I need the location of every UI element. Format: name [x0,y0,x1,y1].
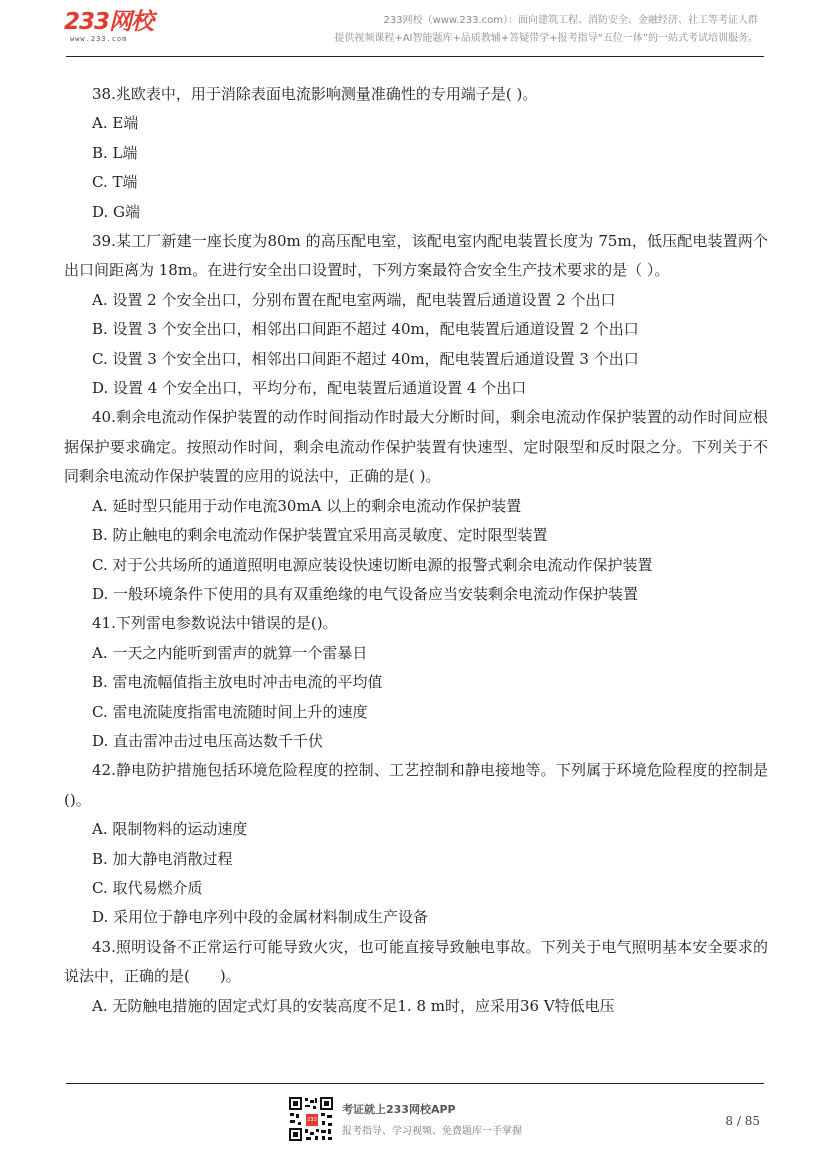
question-41-option-a: A. 一天之内能听到雷声的就算一个雷暴日 [92,643,368,662]
qr-badge: 233 [305,1113,319,1127]
question-38-option-b: B. L端 [92,143,138,162]
logo-url: www.233.com [70,35,128,43]
question-43-option-a: A. 无防触电措施的固定式灯具的安装高度不足1. 8 m时，应采用36 V特低电压 [92,996,615,1015]
question-41-stem: 41.下列雷电参数说法中错误的是()。 [92,614,338,633]
question-40-option-a: A. 延时型只能用于动作电流30mA 以上的剩余电流动作保护装置 [92,496,522,515]
question-list [64,80,768,1021]
question-38-option-c: C. T端 [92,173,138,192]
question-43-stem: 43.照明设备不正常运行可能导致火灾，也可能直接导致触电事故。下列关于电气照明基本安全要求的说法中，正确的是( )。 [64,937,768,986]
footer-app-title[interactable]: 考证就上233网校APP [342,1103,456,1116]
question-41-option-c: C. 雷电流陡度指雷电流随时间上升的速度 [92,702,368,721]
header-line-2: 提供视频课程+AI智能题库+品质教辅+答疑带学+报考指导“五位一体”的一站式考试培训服务。 [334,33,758,44]
qr-code-icon[interactable] [288,1096,334,1142]
question-42-stem: 42.静电防护措施包括环境危险程度的控制、工艺控制和静电接地等。下列属于环境危险程度的控制是()。 [64,761,768,809]
page-number: 8 / 85 [725,1114,760,1128]
question-38-stem: 38.兆欧表中，用于消除表面电流影响测量准确性的专用端子是( )。 [92,85,538,103]
footer-divider [66,1083,764,1084]
question-39-stem: 39.某工厂新建一座长度为80m 的高压配电室，该配电室内配电装置长度为 75m，低压配电装置两个出口间距离为 18m。在进行安全出口设置时，下列方案最符合安全生产技术要求的是（ ）。 [64,232,768,280]
header-tagline [238,12,758,48]
question-42-option-c: C. 取代易燃介质 [92,878,203,897]
question-39-option-a: A. 设置 2 个安全出口，分别布置在配电室两端，配电装置后通道设置 2 个出口 [92,290,616,309]
question-39-option-b: B. 设置 3 个安全出口，相邻出口间距不超过 40m，配电装置后通道设置 2 个出口 [92,320,639,339]
question-40-option-b: B. 防止触电的剩余电流动作保护装置宜采用高灵敏度、定时限型装置 [92,526,548,545]
footer-app-subtitle: 报考指导、学习视频、免费题库一手掌握 [342,1126,522,1137]
brand-logo[interactable] [64,9,164,45]
question-38-option-a: A. E端 [92,114,139,133]
question-39-option-c: C. 设置 3 个安全出口，相邻出口间距不超过 40m，配电装置后通道设置 3 个出口 [92,349,639,368]
question-40-option-d: D. 一般环境条件下使用的具有双重绝缘的电气设备应当安装剩余电流动作保护装置 [92,584,639,603]
question-41-option-b: B. 雷电流幅值指主放电时冲击电流的平均值 [92,673,383,692]
question-38-option-d: D. G端 [92,202,141,221]
header-line-1: 233网校（www.233.com）：面向建筑工程、消防安全、金融经济、社工等考证人群 [383,15,758,26]
logo-text: 233网校 [64,9,154,35]
question-42-option-a: A. 限制物料的运动速度 [92,820,248,839]
page-header [0,0,830,62]
question-42-option-d: D. 采用位于静电序列中段的金属材料制成生产设备 [92,908,429,927]
question-40-stem: 40.剩余电流动作保护装置的动作时间指动作时最大分断时间，剩余电流动作保护装置的动作时间应根据保护要求确定。按照动作时间，剩余电流动作保护装置有快速型、定时限型和反时限之分。下列关于不同剩余电流动作保护装置的应用的说法中，正确的是( )。 [64,408,768,486]
question-41-option-d: D. 直击雷冲击过电压高达数千千伏 [92,731,324,750]
question-40-option-c: C. 对于公共场所的通道照明电源应装设快速切断电源的报警式剩余电流动作保护装置 [92,555,653,574]
question-42-option-b: B. 加大静电消散过程 [92,849,233,868]
header-divider [66,56,764,57]
question-39-option-d: D. 设置 4 个安全出口，平均分布，配电装置后通道设置 4 个出口 [92,379,527,398]
